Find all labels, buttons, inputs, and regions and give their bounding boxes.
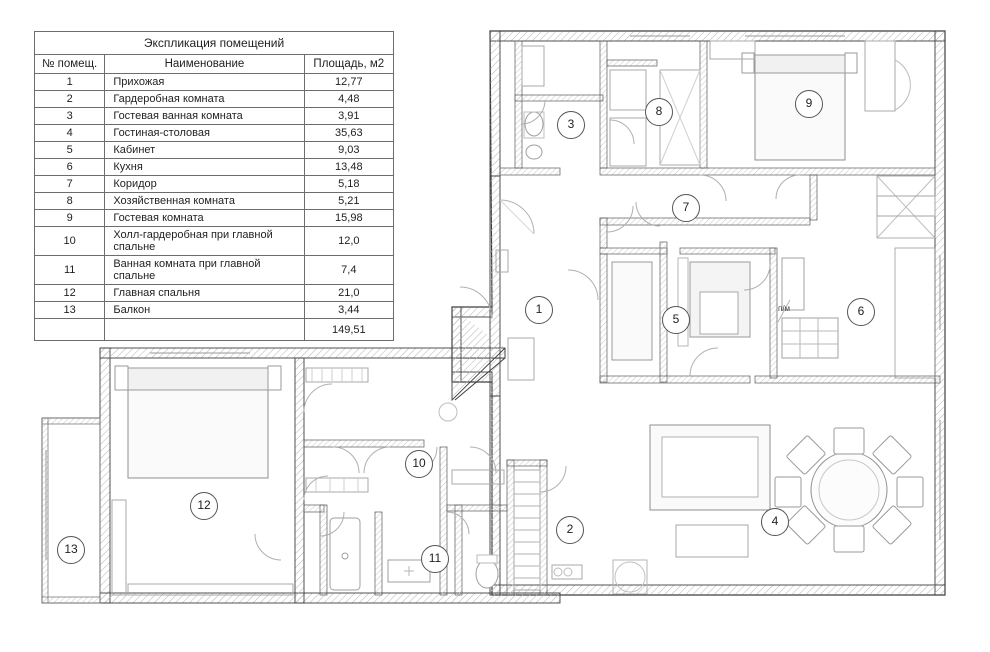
row-number: 7: [35, 176, 105, 193]
appliance-label: п/м: [778, 304, 791, 313]
row-name: Коридор: [105, 176, 304, 193]
row-number: 3: [35, 108, 105, 125]
room-badge-11[interactable]: 11: [421, 545, 449, 573]
row-area: 7,4: [304, 256, 393, 285]
row-name: Хозяйственная комната: [105, 193, 304, 210]
row-area: 3,44: [304, 302, 393, 319]
row-area: 13,48: [304, 159, 393, 176]
legend-title-row: [35, 32, 394, 55]
row-number: 9: [35, 210, 105, 227]
row-name: Ванная комната при главной спальне: [105, 256, 304, 285]
room-badge-7[interactable]: 7: [672, 194, 700, 222]
row-name: Гостевая комната: [105, 210, 304, 227]
row-number: 5: [35, 142, 105, 159]
legend-header-name: Наименование: [105, 55, 304, 74]
row-area: 15,98: [304, 210, 393, 227]
room-badge-9[interactable]: 9: [795, 90, 823, 118]
total-spacer-name: [105, 319, 304, 341]
room-schedule-table: [34, 31, 394, 341]
table-row[interactable]: [35, 142, 394, 159]
room-badge-1[interactable]: 1: [525, 296, 553, 324]
table-row[interactable]: [35, 193, 394, 210]
room-badge-8[interactable]: 8: [645, 98, 673, 126]
row-name: Кухня: [105, 159, 304, 176]
row-name: Кабинет: [105, 142, 304, 159]
room-badge-5[interactable]: 5: [662, 306, 690, 334]
row-name: Гардеробная комната: [105, 91, 304, 108]
legend-header-number: № помещ.: [35, 55, 105, 74]
total-area: 149,51: [304, 319, 393, 341]
row-area: 12,77: [304, 74, 393, 91]
table-row[interactable]: [35, 256, 394, 285]
row-name: Холл-гардеробная при главной спальне: [105, 227, 304, 256]
row-number: 11: [35, 256, 105, 285]
room-badge-10[interactable]: 10: [405, 450, 433, 478]
table-row[interactable]: [35, 176, 394, 193]
legend-total-row: [35, 319, 394, 341]
table-row[interactable]: [35, 285, 394, 302]
total-spacer-number: [35, 319, 105, 341]
row-area: 3,91: [304, 108, 393, 125]
row-area: 5,21: [304, 193, 393, 210]
row-number: 10: [35, 227, 105, 256]
row-area: 5,18: [304, 176, 393, 193]
row-number: 12: [35, 285, 105, 302]
table-row[interactable]: [35, 159, 394, 176]
row-area: 4,48: [304, 91, 393, 108]
room-badge-4[interactable]: 4: [761, 508, 789, 536]
room-badge-2[interactable]: 2: [556, 516, 584, 544]
room-badge-3[interactable]: 3: [557, 111, 585, 139]
row-number: 4: [35, 125, 105, 142]
table-row[interactable]: [35, 302, 394, 319]
row-name: Балкон: [105, 302, 304, 319]
legend-header-row: [35, 55, 394, 74]
table-row[interactable]: [35, 74, 394, 91]
row-area: 12,0: [304, 227, 393, 256]
row-name: Главная спальня: [105, 285, 304, 302]
legend-title: Экспликация помещений: [35, 32, 394, 55]
row-name: Прихожая: [105, 74, 304, 91]
room-badge-6[interactable]: 6: [847, 298, 875, 326]
table-row[interactable]: [35, 227, 394, 256]
legend-header-area: Площадь, м2: [304, 55, 393, 74]
row-area: 21,0: [304, 285, 393, 302]
row-name: Гостевая ванная комната: [105, 108, 304, 125]
row-name: Гостиная-столовая: [105, 125, 304, 142]
table-row[interactable]: [35, 108, 394, 125]
room-badge-12[interactable]: 12: [190, 492, 218, 520]
row-number: 8: [35, 193, 105, 210]
table-row[interactable]: [35, 125, 394, 142]
row-number: 2: [35, 91, 105, 108]
row-area: 9,03: [304, 142, 393, 159]
row-number: 1: [35, 74, 105, 91]
row-area: 35,63: [304, 125, 393, 142]
table-row[interactable]: [35, 91, 394, 108]
row-number: 13: [35, 302, 105, 319]
room-badge-13[interactable]: 13: [57, 536, 85, 564]
row-number: 6: [35, 159, 105, 176]
table-row[interactable]: [35, 210, 394, 227]
